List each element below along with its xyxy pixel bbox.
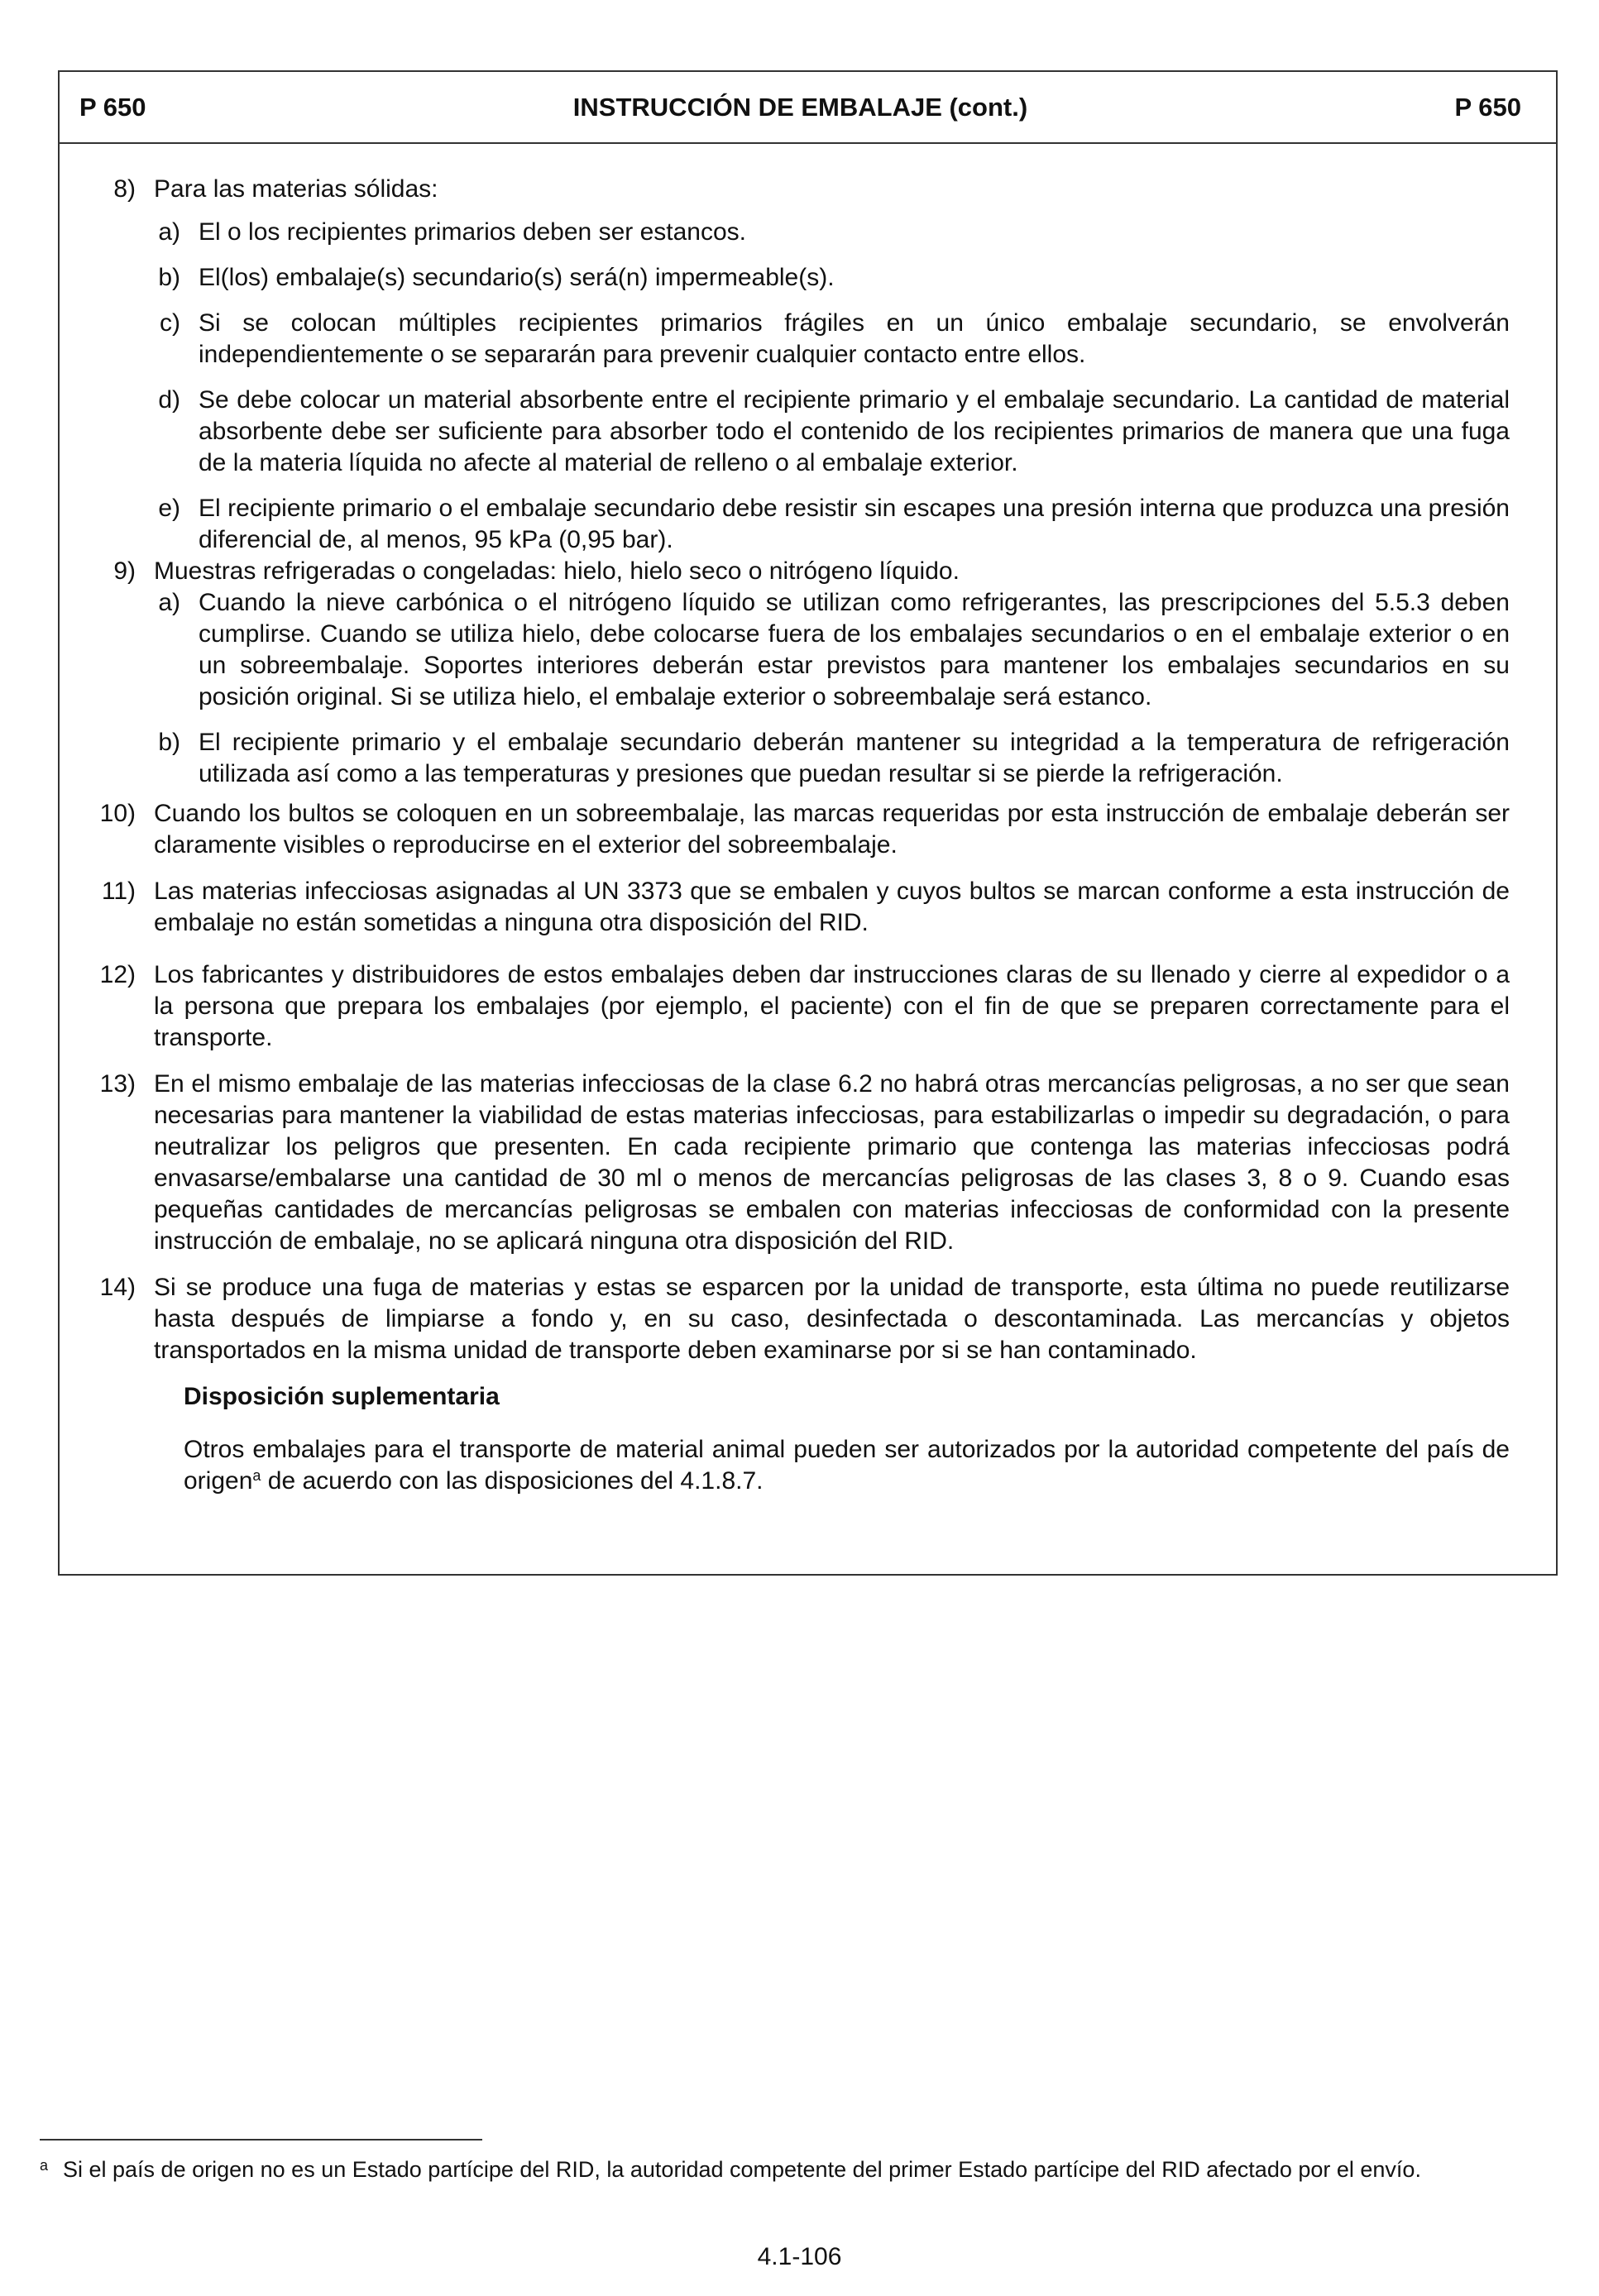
subitem-9b: [78, 727, 1510, 790]
subitem-text: El recipiente primario o el embalaje secundario debe resistir sin escapes una presión interna que produzca una presión diferencial de, al menos, 95 kPa (0,95 bar).: [199, 495, 1510, 553]
item-9-subitems: [78, 587, 1510, 790]
item-text: Para las materias sólidas:: [154, 175, 438, 203]
header-right-code: P 650: [1454, 92, 1521, 122]
subitem-letter: e): [158, 495, 180, 522]
subitem-8b: [78, 262, 1510, 294]
item-number: 12): [99, 961, 136, 988]
item-number: 14): [99, 1274, 136, 1301]
subitem-text: El o los recipientes primarios deben ser estancos.: [199, 218, 746, 246]
list-item-13: [78, 1069, 1510, 1257]
list-item-12: [78, 959, 1510, 1054]
header-left-code: P 650: [79, 92, 146, 122]
subitem-letter: b): [158, 264, 180, 291]
supplementary-text: [184, 1434, 1510, 1497]
subitem-8d: [78, 385, 1510, 479]
subitem-text: El(los) embalaje(s) secundario(s) será(n) impermeable(s).: [199, 264, 835, 291]
footnote-reference[interactable]: a: [252, 1467, 261, 1484]
page-number: 4.1-106: [757, 2243, 842, 2270]
item-text: En el mismo embalaje de las materias infecciosas de la clase 6.2 no habrá otras mercancías peligrosas, a no ser que sean necesarias para mantener la viabilidad de estas materias infecciosas, para estabilizarlas o impedir su degradación, o para neutralizar los peligros que presenten. En cada recipiente primario que contenga las materias infecciosas podrá envasarse/embalarse una cantidad de 30 ml o menos de mercancías peligrosas de las clases 3, 8 o 9. Cuando esas pequeñas cantidades de mercancías peligrosas se embalen con materias infecciosas de conformidad con la presente instrucción de embalaje, no se aplicará ninguna otra disposición del RID.: [154, 1070, 1510, 1255]
supplementary-title: Disposición suplementaria: [184, 1383, 500, 1410]
subitem-letter: b): [158, 729, 180, 756]
item-text: Cuando los bultos se coloquen en un sobreembalaje, las marcas requeridas por esta instrucción de embalaje deberán ser claramente visibles o reproducirse en el exterior del sobreembalaje.: [154, 800, 1510, 859]
item-8-subitems: [78, 217, 1510, 556]
instruction-header: [60, 72, 1556, 144]
subitem-text: Si se colocan múltiples recipientes primarios frágiles en un único embalaje secundario, se envolverán independientemente o se separarán para prevenir cualquier contacto entre ellos.: [199, 309, 1510, 368]
item-number: 11): [101, 878, 136, 905]
subitem-9a: [78, 587, 1510, 713]
subitem-8a: [78, 217, 1510, 248]
footnote-text: Si el país de origen no es un Estado partícipe del RID, la autoridad competente del primer Estado partícipe del RID afectado por el envío.: [63, 2157, 1421, 2182]
item-text: Si se produce una fuga de materias y estas se esparcen por la unidad de transporte, esta última no puede reutilizarse hasta después de limpiarse a fondo y, en su caso, desinfectada o descontaminada. Las mercancías y objetos transportados en la misma unidad de transporte deben examinarse por si se han contaminado.: [154, 1274, 1510, 1364]
subitem-letter: a): [158, 589, 180, 616]
list-item-14: [78, 1272, 1510, 1366]
item-text: Las materias infecciosas asignadas al UN 3373 que se embalen y cuyos bultos se marcan conforme a esta instrucción de embalaje no están sometidas a ninguna otra disposición del RID.: [154, 878, 1510, 936]
subitem-text: Se debe colocar un material absorbente entre el recipiente primario y el embalaje secundario. La cantidad de material absorbente debe ser suficiente para absorber todo el contenido de los recipientes primarios de manera que una fuga de la materia líquida no afecte al material de relleno o al embalaje exterior.: [199, 386, 1510, 476]
instruction-body: [60, 144, 1556, 1497]
supplementary-text-before: Otros embalajes para el transporte de material animal pueden ser autorizados por la autoridad competente del país de origen: [184, 1436, 1510, 1495]
subitem-text: El recipiente primario y el embalaje secundario deberán mantener su integridad a la temperatura de refrigeración utilizada así como a las temperaturas y presiones que puedan resultar si se pierde la refrigeración.: [199, 729, 1510, 787]
list-item-10: [78, 798, 1510, 861]
packing-instruction-box: [58, 70, 1558, 1576]
footnote-separator: [40, 2139, 482, 2141]
list-item-11: [78, 876, 1510, 939]
item-number: 13): [99, 1070, 136, 1098]
item-number: 10): [99, 800, 136, 827]
footnote-mark: a: [40, 2157, 49, 2174]
item-number: 8): [113, 175, 136, 203]
item-text: Muestras refrigeradas o congeladas: hielo, hielo seco o nitrógeno líquido.: [154, 557, 960, 585]
subitem-8e: [78, 493, 1510, 556]
item-number: 9): [113, 557, 136, 585]
subitem-letter: c): [160, 309, 180, 337]
subitem-letter: a): [158, 218, 180, 246]
subitem-letter: d): [158, 386, 180, 414]
item-text: Los fabricantes y distribuidores de estos embalajes deben dar instrucciones claras de su llenado y cierre al expedidor o a la persona que prepara los embalajes (por ejemplo, el paciente) con el fin de que se preparen correctamente para el transporte.: [154, 961, 1510, 1051]
subitem-text: Cuando la nieve carbónica o el nitrógeno líquido se utilizan como refrigerantes, las prescripciones del 5.5.3 deben cumplirse. Cuando se utiliza hielo, debe colocarse fuera de los embalajes secundarios o en el embalaje exterior o en un sobreembalaje. Soportes interiores deberán estar previstos para mantener los embalajes secundarios en su posición original. Si se utiliza hielo, el embalaje exterior o sobreembalaje será estanco.: [199, 589, 1510, 710]
supplementary-text-after: de acuerdo con las disposiciones del 4.1.8.7.: [261, 1467, 764, 1495]
subitem-8c: [78, 308, 1510, 371]
list-item-9: [78, 556, 1510, 587]
footnote: [40, 2155, 1496, 2184]
header-title: INSTRUCCIÓN DE EMBALAJE (cont.): [572, 92, 1028, 122]
list-item-8: [78, 174, 1510, 205]
